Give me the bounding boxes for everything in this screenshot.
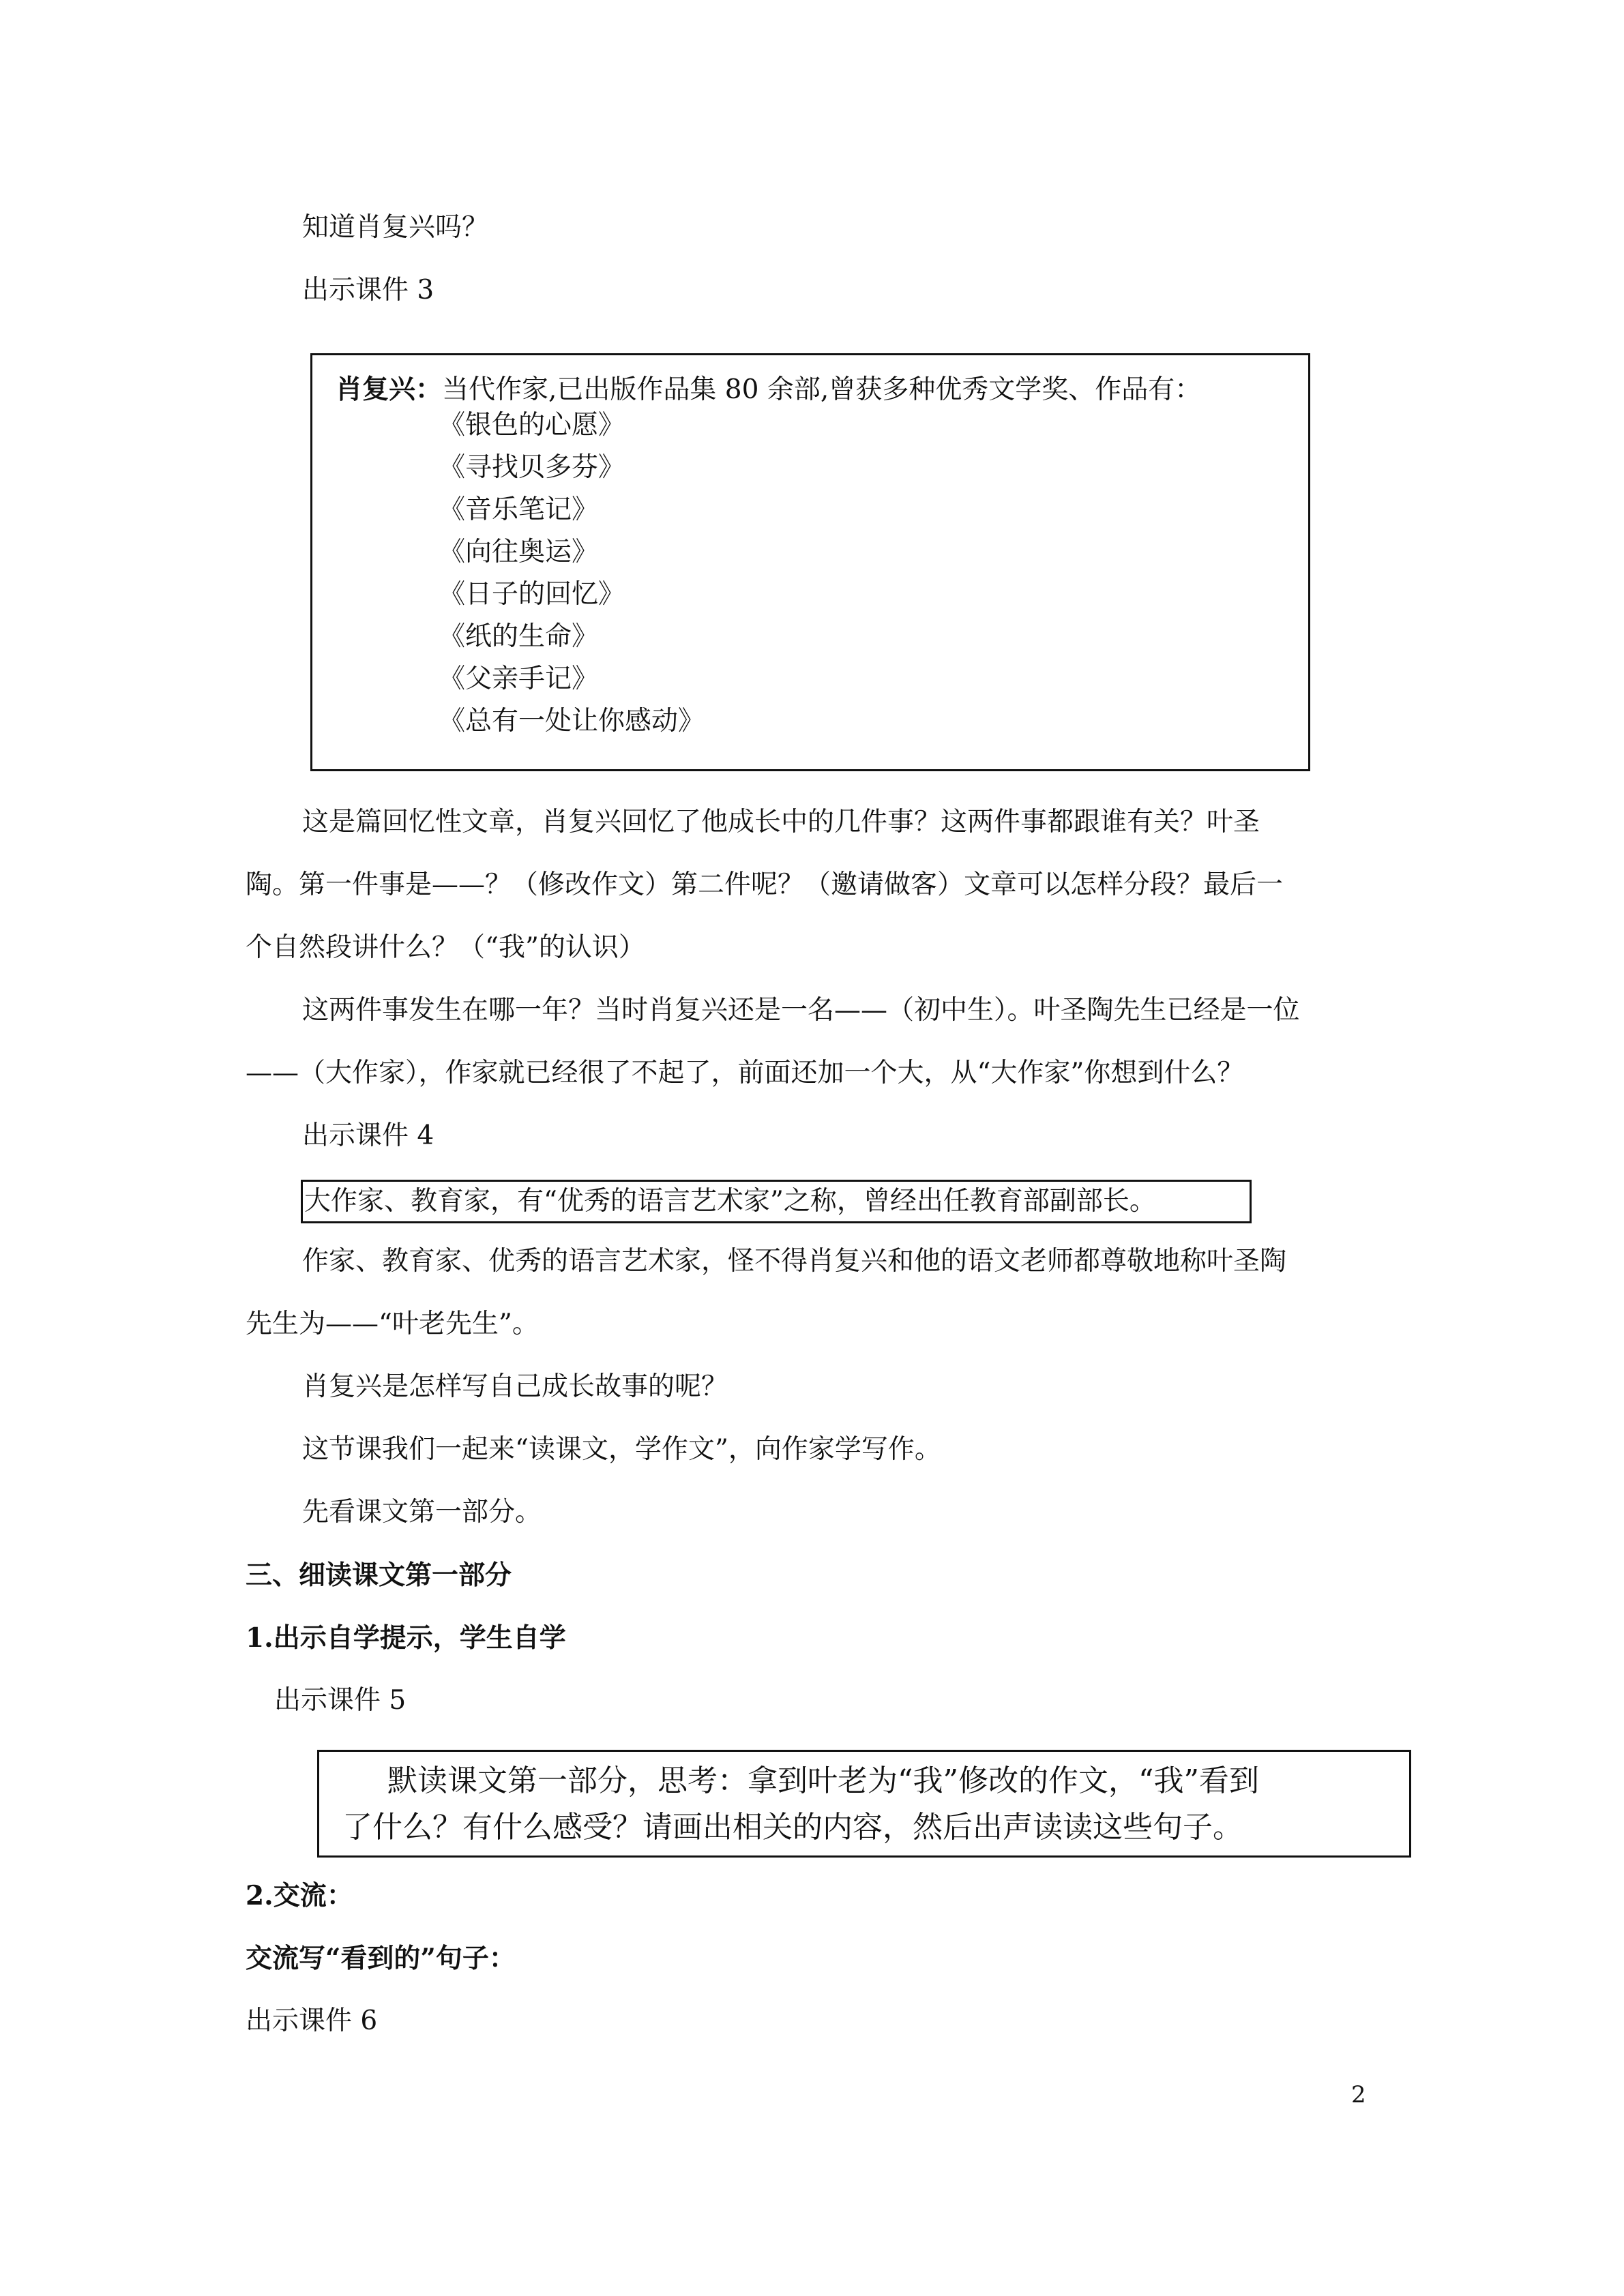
courseware-3-label: 出示课件 3 [302,275,434,305]
book-title: 《父亲手记》 [439,664,599,694]
book-title: 《寻找贝多芬》 [439,452,625,483]
page-number: 2 [1351,2081,1366,2108]
author-info-box [310,353,1310,771]
book-title: 《日子的回忆》 [439,579,625,610]
courseware-6-label: 出示课件 6 [246,2006,378,2036]
self-study-line-2: 了什么？有什么感受？请画出相关的内容，然后出声读读这些句子。 [342,1810,1243,1845]
lesson-goal: 这节课我们一起来“读课文，学作文”，向作家学写作。 [302,1434,941,1465]
how-question: 肖复兴是怎样写自己成长故事的呢？ [302,1371,728,1402]
exchange-seen-heading: 交流写“看到的”句子： [246,1943,516,1974]
self-study-line-1: 默读课文第一部分，思考：拿到叶老为“我”修改的作文，“我”看到 [387,1763,1259,1798]
paragraph-3-line-1: 作家、教育家、优秀的语言艺术家，怪不得肖复兴和他的语文老师都尊敬地称叶圣陶 [302,1246,1287,1277]
step-1-heading: 1.出示自学提示，学生自学 [246,1622,566,1654]
paragraph-2-line-2: ——（大作家），作家就已经很了不起了，前面还加一个大，从“大作家”你想到什么？ [246,1058,1244,1088]
yeshengtao-box [301,1180,1252,1223]
book-title: 《音乐笔记》 [439,494,599,525]
read-first-part: 先看课文第一部分。 [302,1497,542,1527]
self-study-prompt-box [317,1750,1411,1858]
courseware-5-label: 出示课件 5 [274,1685,407,1716]
section-3-heading: 三、细读课文第一部分 [246,1560,512,1591]
book-title: 《纸的生命》 [439,621,599,652]
courseware-4-label: 出示课件 4 [302,1120,434,1151]
book-title: 《总有一处让你感动》 [439,706,705,736]
book-title: 《银色的心愿》 [439,410,625,441]
paragraph-1-line-3: 个自然段讲什么？（“我”的认识） [246,932,645,963]
step-2-heading: 2.交流： [246,1880,353,1911]
paragraph-1-line-1: 这是篇回忆性文章，肖复兴回忆了他成长中的几件事？这两件事都跟谁有关？叶圣 [302,807,1260,837]
author-intro-line [336,370,1201,409]
paragraph-3-line-2: 先生为——“叶老先生”。 [246,1309,539,1339]
book-list [439,404,705,743]
book-title: 《向往奥运》 [439,537,599,567]
paragraph-1-line-2: 陶。第一件事是——？（修改作文）第二件呢？（邀请做客）文章可以怎样分段？最后一 [246,869,1284,900]
paragraph-2-line-1: 这两件事发生在哪一年？当时肖复兴还是一名——（初中生）。叶圣陶先生已经是一位 [302,995,1300,1026]
intro-question: 知道肖复兴吗？ [302,212,489,243]
author-description: 当代作家,已出版作品集 80 余部,曾获多种优秀文学奖、作品有： [442,374,1202,405]
author-name-label: 肖复兴： [336,374,443,405]
yeshengtao-intro: 大作家、教育家，有“优秀的语言艺术家”之称，曾经出任教育部副部长。 [304,1186,1156,1217]
